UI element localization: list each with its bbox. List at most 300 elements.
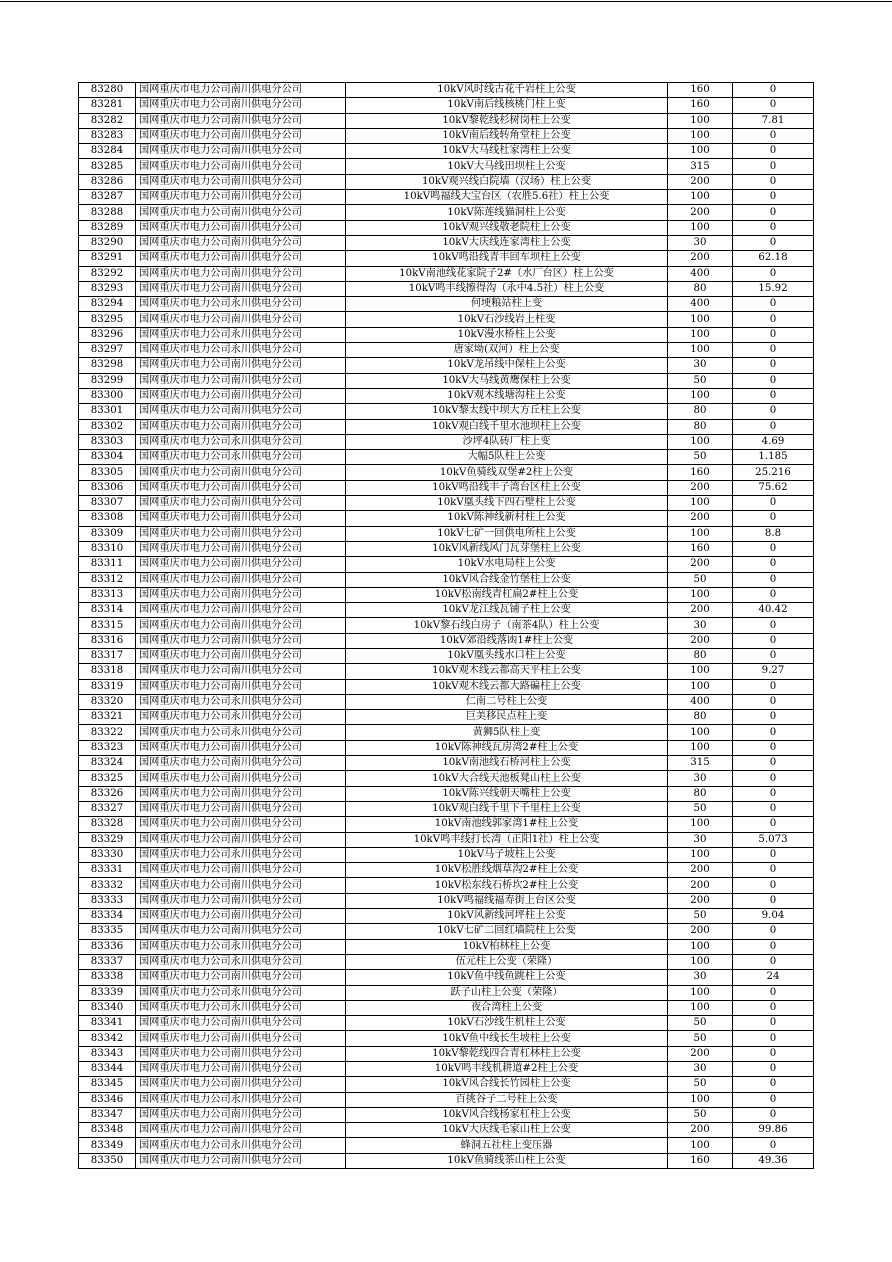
value-cell: 0 bbox=[733, 557, 814, 572]
capacity-cell: 30 bbox=[668, 358, 733, 373]
transformer-name-cell: 10kV鸣福线福寿街上台区公变 bbox=[346, 893, 668, 908]
company-name-cell: 国网重庆市电力公司永川供电分公司 bbox=[136, 985, 346, 1000]
transformer-name-cell: 10kV风合线杨家杠柱上公变 bbox=[346, 1107, 668, 1122]
row-id-cell: 83343 bbox=[79, 1046, 136, 1061]
transformer-name-cell: 蜂洞五社柱上变压器 bbox=[346, 1138, 668, 1153]
table-row bbox=[79, 924, 814, 939]
transformer-name-cell: 10kV南后线核桃门柱上变 bbox=[346, 98, 668, 113]
capacity-cell: 80 bbox=[668, 786, 733, 801]
table-row bbox=[79, 1153, 814, 1168]
value-cell: 0 bbox=[733, 863, 814, 878]
transformer-name-cell: 10kV大庆线毛家山柱上公变 bbox=[346, 1123, 668, 1138]
row-id-cell: 83333 bbox=[79, 893, 136, 908]
transformer-table bbox=[78, 82, 814, 1169]
value-cell: 0 bbox=[733, 1062, 814, 1077]
company-name-cell: 国网重庆市电力公司南川供电分公司 bbox=[136, 648, 346, 663]
row-id-cell: 83325 bbox=[79, 771, 136, 786]
table-body bbox=[79, 83, 814, 1169]
table-row bbox=[79, 725, 814, 740]
transformer-name-cell: 10kV鸣丰线擦得沟（永中4.5社）柱上公变 bbox=[346, 281, 668, 296]
table-row bbox=[79, 648, 814, 663]
row-id-cell: 83342 bbox=[79, 1031, 136, 1046]
value-cell: 99.86 bbox=[733, 1123, 814, 1138]
table-row bbox=[79, 756, 814, 771]
row-id-cell: 83297 bbox=[79, 343, 136, 358]
capacity-cell: 200 bbox=[668, 1123, 733, 1138]
capacity-cell: 80 bbox=[668, 419, 733, 434]
row-id-cell: 83345 bbox=[79, 1077, 136, 1092]
company-name-cell: 国网重庆市电力公司南川供电分公司 bbox=[136, 1046, 346, 1061]
transformer-name-cell: 10kV鸣福线大宝台区（农胜5.6社）柱上公变 bbox=[346, 190, 668, 205]
transformer-name-cell: 10kV大合线天池板凳山柱上公变 bbox=[346, 771, 668, 786]
table-row bbox=[79, 205, 814, 220]
value-cell: 0 bbox=[733, 878, 814, 893]
value-cell: 0 bbox=[733, 648, 814, 663]
capacity-cell: 200 bbox=[668, 633, 733, 648]
table-row bbox=[79, 388, 814, 403]
value-cell: 0 bbox=[733, 144, 814, 159]
capacity-cell: 50 bbox=[668, 373, 733, 388]
transformer-name-cell: 10kV鸣沿线青丰回车坝柱上公变 bbox=[346, 251, 668, 266]
company-name-cell: 国网重庆市电力公司南川供电分公司 bbox=[136, 465, 346, 480]
capacity-cell: 200 bbox=[668, 480, 733, 495]
transformer-name-cell: 10kV风合线长竹园柱上公变 bbox=[346, 1077, 668, 1092]
transformer-name-cell: 10kV黎石线白房子（南茶4队）柱上公变 bbox=[346, 618, 668, 633]
company-name-cell: 国网重庆市电力公司南川供电分公司 bbox=[136, 756, 346, 771]
capacity-cell: 100 bbox=[668, 144, 733, 159]
value-cell: 62.18 bbox=[733, 251, 814, 266]
row-id-cell: 83327 bbox=[79, 801, 136, 816]
company-name-cell: 国网重庆市电力公司南川供电分公司 bbox=[136, 1107, 346, 1122]
row-id-cell: 83299 bbox=[79, 373, 136, 388]
value-cell: 0 bbox=[733, 1016, 814, 1031]
transformer-name-cell: 10kV凰头线下四石壁柱上公变 bbox=[346, 496, 668, 511]
capacity-cell: 200 bbox=[668, 511, 733, 526]
company-name-cell: 国网重庆市电力公司南川供电分公司 bbox=[136, 572, 346, 587]
table-row bbox=[79, 113, 814, 128]
row-id-cell: 83340 bbox=[79, 1000, 136, 1015]
value-cell: 0 bbox=[733, 847, 814, 862]
company-name-cell: 国网重庆市电力公司南川供电分公司 bbox=[136, 113, 346, 128]
capacity-cell: 200 bbox=[668, 924, 733, 939]
capacity-cell: 100 bbox=[668, 190, 733, 205]
table-row bbox=[79, 434, 814, 449]
transformer-name-cell: 10kV凰头线水口柱上公变 bbox=[346, 648, 668, 663]
value-cell: 7.81 bbox=[733, 113, 814, 128]
transformer-name-cell: 10kV大马线田坝柱上公变 bbox=[346, 159, 668, 174]
value-cell: 40.42 bbox=[733, 603, 814, 618]
row-id-cell: 83311 bbox=[79, 557, 136, 572]
table-row bbox=[79, 1138, 814, 1153]
transformer-name-cell: 10kV大马线黄鹰保柱上公变 bbox=[346, 373, 668, 388]
transformer-name-cell: 10kV观兴线敬老院柱上公变 bbox=[346, 220, 668, 235]
value-cell: 0 bbox=[733, 893, 814, 908]
table-row bbox=[79, 343, 814, 358]
capacity-cell: 100 bbox=[668, 526, 733, 541]
company-name-cell: 国网重庆市电力公司南川供电分公司 bbox=[136, 970, 346, 985]
row-id-cell: 83329 bbox=[79, 832, 136, 847]
transformer-name-cell: 10kV水电局柱上公变 bbox=[346, 557, 668, 572]
table-row bbox=[79, 297, 814, 312]
capacity-cell: 50 bbox=[668, 909, 733, 924]
value-cell: 0 bbox=[733, 725, 814, 740]
company-name-cell: 国网重庆市电力公司南川供电分公司 bbox=[136, 251, 346, 266]
capacity-cell: 100 bbox=[668, 939, 733, 954]
table-row bbox=[79, 1107, 814, 1122]
company-name-cell: 国网重庆市电力公司南川供电分公司 bbox=[136, 128, 346, 143]
row-id-cell: 83305 bbox=[79, 465, 136, 480]
company-name-cell: 国网重庆市电力公司南川供电分公司 bbox=[136, 771, 346, 786]
capacity-cell: 200 bbox=[668, 863, 733, 878]
value-cell: 15.92 bbox=[733, 281, 814, 296]
value-cell: 0 bbox=[733, 924, 814, 939]
value-cell: 0 bbox=[733, 541, 814, 556]
table-row bbox=[79, 1092, 814, 1107]
row-id-cell: 83316 bbox=[79, 633, 136, 648]
row-id-cell: 83288 bbox=[79, 205, 136, 220]
row-id-cell: 83323 bbox=[79, 740, 136, 755]
table-row bbox=[79, 939, 814, 954]
company-name-cell: 国网重庆市电力公司南川供电分公司 bbox=[136, 98, 346, 113]
row-id-cell: 83348 bbox=[79, 1123, 136, 1138]
table-row bbox=[79, 144, 814, 159]
transformer-name-cell: 10kV风合线金竹堡柱上公变 bbox=[346, 572, 668, 587]
table-row bbox=[79, 633, 814, 648]
company-name-cell: 国网重庆市电力公司永川供电分公司 bbox=[136, 694, 346, 709]
value-cell: 0 bbox=[733, 985, 814, 1000]
row-id-cell: 83293 bbox=[79, 281, 136, 296]
transformer-name-cell: 10kV风新线河坪柱上公变 bbox=[346, 909, 668, 924]
value-cell: 0 bbox=[733, 159, 814, 174]
company-name-cell: 国网重庆市电力公司永川供电分公司 bbox=[136, 434, 346, 449]
capacity-cell: 80 bbox=[668, 404, 733, 419]
value-cell: 0 bbox=[733, 388, 814, 403]
company-name-cell: 国网重庆市电力公司永川供电分公司 bbox=[136, 939, 346, 954]
capacity-cell: 200 bbox=[668, 878, 733, 893]
transformer-name-cell: 10kV石沙线岩上柱变 bbox=[346, 312, 668, 327]
transformer-name-cell: 10kV鱼骑线茶山柱上公变 bbox=[346, 1153, 668, 1168]
table-row bbox=[79, 801, 814, 816]
transformer-name-cell: 伍元柱上公变（荣隆） bbox=[346, 954, 668, 969]
company-name-cell: 国网重庆市电力公司南川供电分公司 bbox=[136, 1077, 346, 1092]
capacity-cell: 100 bbox=[668, 725, 733, 740]
transformer-name-cell: 10kV郊沿线落凼1#柱上公变 bbox=[346, 633, 668, 648]
table-row bbox=[79, 618, 814, 633]
company-name-cell: 国网重庆市电力公司南川供电分公司 bbox=[136, 144, 346, 159]
row-id-cell: 83336 bbox=[79, 939, 136, 954]
capacity-cell: 50 bbox=[668, 1107, 733, 1122]
transformer-name-cell: 10kV漫水桥柱上公变 bbox=[346, 327, 668, 342]
row-id-cell: 83281 bbox=[79, 98, 136, 113]
transformer-name-cell: 10kV大马线杜家湾柱上公变 bbox=[346, 144, 668, 159]
table-row bbox=[79, 358, 814, 373]
value-cell: 0 bbox=[733, 1138, 814, 1153]
transformer-name-cell: 唐家坳(双河）柱上公变 bbox=[346, 343, 668, 358]
row-id-cell: 83310 bbox=[79, 541, 136, 556]
transformer-name-cell: 何埂粮站柱上变 bbox=[346, 297, 668, 312]
table-row bbox=[79, 281, 814, 296]
capacity-cell: 100 bbox=[668, 587, 733, 602]
table-row bbox=[79, 954, 814, 969]
capacity-cell: 100 bbox=[668, 954, 733, 969]
company-name-cell: 国网重庆市电力公司南川供电分公司 bbox=[136, 801, 346, 816]
table-row bbox=[79, 541, 814, 556]
table-row bbox=[79, 664, 814, 679]
row-id-cell: 83312 bbox=[79, 572, 136, 587]
capacity-cell: 100 bbox=[668, 817, 733, 832]
capacity-cell: 160 bbox=[668, 83, 733, 98]
table-row bbox=[79, 572, 814, 587]
transformer-name-cell: 10kV石沙线生机柱上公变 bbox=[346, 1016, 668, 1031]
capacity-cell: 100 bbox=[668, 985, 733, 1000]
company-name-cell: 国网重庆市电力公司南川供电分公司 bbox=[136, 205, 346, 220]
table-row bbox=[79, 174, 814, 189]
capacity-cell: 100 bbox=[668, 312, 733, 327]
company-name-cell: 国网重庆市电力公司南川供电分公司 bbox=[136, 1062, 346, 1077]
company-name-cell: 国网重庆市电力公司南川供电分公司 bbox=[136, 419, 346, 434]
value-cell: 0 bbox=[733, 174, 814, 189]
row-id-cell: 83304 bbox=[79, 450, 136, 465]
transformer-name-cell: 10kV观木线云都高天平柱上公变 bbox=[346, 664, 668, 679]
row-id-cell: 83320 bbox=[79, 694, 136, 709]
value-cell: 0 bbox=[733, 220, 814, 235]
company-name-cell: 国网重庆市电力公司南川供电分公司 bbox=[136, 526, 346, 541]
row-id-cell: 83347 bbox=[79, 1107, 136, 1122]
value-cell: 0 bbox=[733, 419, 814, 434]
table-row bbox=[79, 893, 814, 908]
value-cell: 0 bbox=[733, 190, 814, 205]
capacity-cell: 80 bbox=[668, 710, 733, 725]
table-row bbox=[79, 1016, 814, 1031]
table-row bbox=[79, 970, 814, 985]
table-row bbox=[79, 526, 814, 541]
company-name-cell: 国网重庆市电力公司永川供电分公司 bbox=[136, 725, 346, 740]
capacity-cell: 200 bbox=[668, 603, 733, 618]
value-cell: 24 bbox=[733, 970, 814, 985]
capacity-cell: 50 bbox=[668, 1031, 733, 1046]
company-name-cell: 国网重庆市电力公司南川供电分公司 bbox=[136, 587, 346, 602]
row-id-cell: 83309 bbox=[79, 526, 136, 541]
value-cell: 0 bbox=[733, 358, 814, 373]
company-name-cell: 国网重庆市电力公司南川供电分公司 bbox=[136, 817, 346, 832]
capacity-cell: 100 bbox=[668, 679, 733, 694]
row-id-cell: 83303 bbox=[79, 434, 136, 449]
company-name-cell: 国网重庆市电力公司永川供电分公司 bbox=[136, 297, 346, 312]
table-row bbox=[79, 251, 814, 266]
page-top-rule bbox=[0, 1, 892, 2]
row-id-cell: 83300 bbox=[79, 388, 136, 403]
transformer-name-cell: 10kV陈神线瓦房湾2#柱上公变 bbox=[346, 740, 668, 755]
company-name-cell: 国网重庆市电力公司南川供电分公司 bbox=[136, 832, 346, 847]
transformer-name-cell: 10kV七矿二回红墙院柱上公变 bbox=[346, 924, 668, 939]
company-name-cell: 国网重庆市电力公司南川供电分公司 bbox=[136, 281, 346, 296]
value-cell: 75.62 bbox=[733, 480, 814, 495]
table-row bbox=[79, 1000, 814, 1015]
row-id-cell: 83301 bbox=[79, 404, 136, 419]
company-name-cell: 国网重庆市电力公司永川供电分公司 bbox=[136, 954, 346, 969]
value-cell: 0 bbox=[733, 817, 814, 832]
company-name-cell: 国网重庆市电力公司南川供电分公司 bbox=[136, 220, 346, 235]
table-row bbox=[79, 771, 814, 786]
value-cell: 5.073 bbox=[733, 832, 814, 847]
transformer-name-cell: 10kV观白线千里下千里柱上公变 bbox=[346, 801, 668, 816]
value-cell: 0 bbox=[733, 1000, 814, 1015]
capacity-cell: 200 bbox=[668, 205, 733, 220]
value-cell: 49.36 bbox=[733, 1153, 814, 1168]
company-name-cell: 国网重庆市电力公司南川供电分公司 bbox=[136, 541, 346, 556]
transformer-name-cell: 10kV南后线转角堂柱上公变 bbox=[346, 128, 668, 143]
value-cell: 1.185 bbox=[733, 450, 814, 465]
capacity-cell: 30 bbox=[668, 771, 733, 786]
company-name-cell: 国网重庆市电力公司永川供电分公司 bbox=[136, 1000, 346, 1015]
transformer-name-cell: 10kV鸣丰线打长湾（正阳1社）柱上公变 bbox=[346, 832, 668, 847]
company-name-cell: 国网重庆市电力公司永川供电分公司 bbox=[136, 1092, 346, 1107]
transformer-name-cell: 10kV南池线郭家湾1#柱上公变 bbox=[346, 817, 668, 832]
row-id-cell: 83302 bbox=[79, 419, 136, 434]
row-id-cell: 83313 bbox=[79, 587, 136, 602]
table-row bbox=[79, 878, 814, 893]
capacity-cell: 100 bbox=[668, 847, 733, 862]
company-name-cell: 国网重庆市电力公司南川供电分公司 bbox=[136, 190, 346, 205]
value-cell: 0 bbox=[733, 511, 814, 526]
row-id-cell: 83307 bbox=[79, 496, 136, 511]
company-name-cell: 国网重庆市电力公司南川供电分公司 bbox=[136, 373, 346, 388]
table-row bbox=[79, 266, 814, 281]
company-name-cell: 国网重庆市电力公司南川供电分公司 bbox=[136, 618, 346, 633]
transformer-name-cell: 10kV鸣沿线丰子湾台区柱上公变 bbox=[346, 480, 668, 495]
value-cell: 0 bbox=[733, 801, 814, 816]
company-name-cell: 国网重庆市电力公司南川供电分公司 bbox=[136, 633, 346, 648]
row-id-cell: 83324 bbox=[79, 756, 136, 771]
transformer-name-cell: 10kV黎乾线四合青杠林柱上公变 bbox=[346, 1046, 668, 1061]
table-row bbox=[79, 373, 814, 388]
row-id-cell: 83349 bbox=[79, 1138, 136, 1153]
row-id-cell: 83338 bbox=[79, 970, 136, 985]
company-name-cell: 国网重庆市电力公司永川供电分公司 bbox=[136, 710, 346, 725]
company-name-cell: 国网重庆市电力公司南川供电分公司 bbox=[136, 924, 346, 939]
value-cell: 0 bbox=[733, 1092, 814, 1107]
company-name-cell: 国网重庆市电力公司南川供电分公司 bbox=[136, 1031, 346, 1046]
capacity-cell: 160 bbox=[668, 541, 733, 556]
value-cell: 0 bbox=[733, 98, 814, 113]
capacity-cell: 100 bbox=[668, 220, 733, 235]
capacity-cell: 200 bbox=[668, 557, 733, 572]
value-cell: 0 bbox=[733, 235, 814, 250]
transformer-name-cell: 10kV龙吊线中保柱上公变 bbox=[346, 358, 668, 373]
value-cell: 4.69 bbox=[733, 434, 814, 449]
value-cell: 0 bbox=[733, 496, 814, 511]
table-row bbox=[79, 511, 814, 526]
capacity-cell: 50 bbox=[668, 1077, 733, 1092]
transformer-name-cell: 10kV观木线云都大路碥柱上公变 bbox=[346, 679, 668, 694]
transformer-name-cell: 仁南二号柱上公变 bbox=[346, 694, 668, 709]
row-id-cell: 83317 bbox=[79, 648, 136, 663]
transformer-name-cell: 10kV黎太线中坝大方丘柱上公变 bbox=[346, 404, 668, 419]
company-name-cell: 国网重庆市电力公司南川供电分公司 bbox=[136, 679, 346, 694]
value-cell: 0 bbox=[733, 312, 814, 327]
table-row bbox=[79, 863, 814, 878]
company-name-cell: 国网重庆市电力公司南川供电分公司 bbox=[136, 603, 346, 618]
table-row bbox=[79, 83, 814, 98]
transformer-name-cell: 10kV松胜线烟草沟2#柱上公变 bbox=[346, 863, 668, 878]
capacity-cell: 315 bbox=[668, 159, 733, 174]
value-cell: 0 bbox=[733, 404, 814, 419]
capacity-cell: 200 bbox=[668, 251, 733, 266]
value-cell: 0 bbox=[733, 266, 814, 281]
company-name-cell: 国网重庆市电力公司南川供电分公司 bbox=[136, 496, 346, 511]
table-row bbox=[79, 419, 814, 434]
capacity-cell: 400 bbox=[668, 694, 733, 709]
capacity-cell: 160 bbox=[668, 98, 733, 113]
transformer-name-cell: 10kV观木线塘沟柱上公变 bbox=[346, 388, 668, 403]
value-cell: 9.27 bbox=[733, 664, 814, 679]
capacity-cell: 160 bbox=[668, 1153, 733, 1168]
capacity-cell: 80 bbox=[668, 281, 733, 296]
capacity-cell: 80 bbox=[668, 648, 733, 663]
row-id-cell: 83337 bbox=[79, 954, 136, 969]
value-cell: 0 bbox=[733, 297, 814, 312]
value-cell: 0 bbox=[733, 710, 814, 725]
value-cell: 0 bbox=[733, 1077, 814, 1092]
row-id-cell: 83296 bbox=[79, 327, 136, 342]
table-row bbox=[79, 1062, 814, 1077]
capacity-cell: 30 bbox=[668, 618, 733, 633]
company-name-cell: 国网重庆市电力公司南川供电分公司 bbox=[136, 1016, 346, 1031]
transformer-name-cell: 10kV龙江线瓦铺子柱上公变 bbox=[346, 603, 668, 618]
capacity-cell: 100 bbox=[668, 664, 733, 679]
value-cell: 0 bbox=[733, 205, 814, 220]
value-cell: 0 bbox=[733, 572, 814, 587]
capacity-cell: 400 bbox=[668, 297, 733, 312]
row-id-cell: 83294 bbox=[79, 297, 136, 312]
row-id-cell: 83291 bbox=[79, 251, 136, 266]
table-row bbox=[79, 159, 814, 174]
transformer-name-cell: 10kV风时线古花千岩柱上公变 bbox=[346, 83, 668, 98]
row-id-cell: 83319 bbox=[79, 679, 136, 694]
transformer-name-cell: 10kV南池线石桥河柱上公变 bbox=[346, 756, 668, 771]
company-name-cell: 国网重庆市电力公司南川供电分公司 bbox=[136, 740, 346, 755]
capacity-cell: 100 bbox=[668, 496, 733, 511]
capacity-cell: 30 bbox=[668, 235, 733, 250]
transformer-name-cell: 10kV大庆线连家湾柱上公变 bbox=[346, 235, 668, 250]
transformer-name-cell: 10kV观白线千里水池坝柱上公变 bbox=[346, 419, 668, 434]
capacity-cell: 100 bbox=[668, 434, 733, 449]
table-row bbox=[79, 786, 814, 801]
company-name-cell: 国网重庆市电力公司南川供电分公司 bbox=[136, 786, 346, 801]
company-name-cell: 国网重庆市电力公司南川供电分公司 bbox=[136, 557, 346, 572]
table-row bbox=[79, 190, 814, 205]
capacity-cell: 30 bbox=[668, 1062, 733, 1077]
row-id-cell: 83295 bbox=[79, 312, 136, 327]
row-id-cell: 83298 bbox=[79, 358, 136, 373]
company-name-cell: 国网重庆市电力公司南川供电分公司 bbox=[136, 893, 346, 908]
table-row bbox=[79, 740, 814, 755]
capacity-cell: 315 bbox=[668, 756, 733, 771]
capacity-cell: 400 bbox=[668, 266, 733, 281]
company-name-cell: 国网重庆市电力公司南川供电分公司 bbox=[136, 174, 346, 189]
company-name-cell: 国网重庆市电力公司南川供电分公司 bbox=[136, 83, 346, 98]
table-row bbox=[79, 679, 814, 694]
table-row bbox=[79, 128, 814, 143]
capacity-cell: 100 bbox=[668, 113, 733, 128]
transformer-name-cell: 10kV柏林柱上公变 bbox=[346, 939, 668, 954]
value-cell: 0 bbox=[733, 694, 814, 709]
table-row bbox=[79, 587, 814, 602]
row-id-cell: 83334 bbox=[79, 909, 136, 924]
table-row bbox=[79, 465, 814, 480]
company-name-cell: 国网重庆市电力公司永川供电分公司 bbox=[136, 450, 346, 465]
capacity-cell: 200 bbox=[668, 893, 733, 908]
